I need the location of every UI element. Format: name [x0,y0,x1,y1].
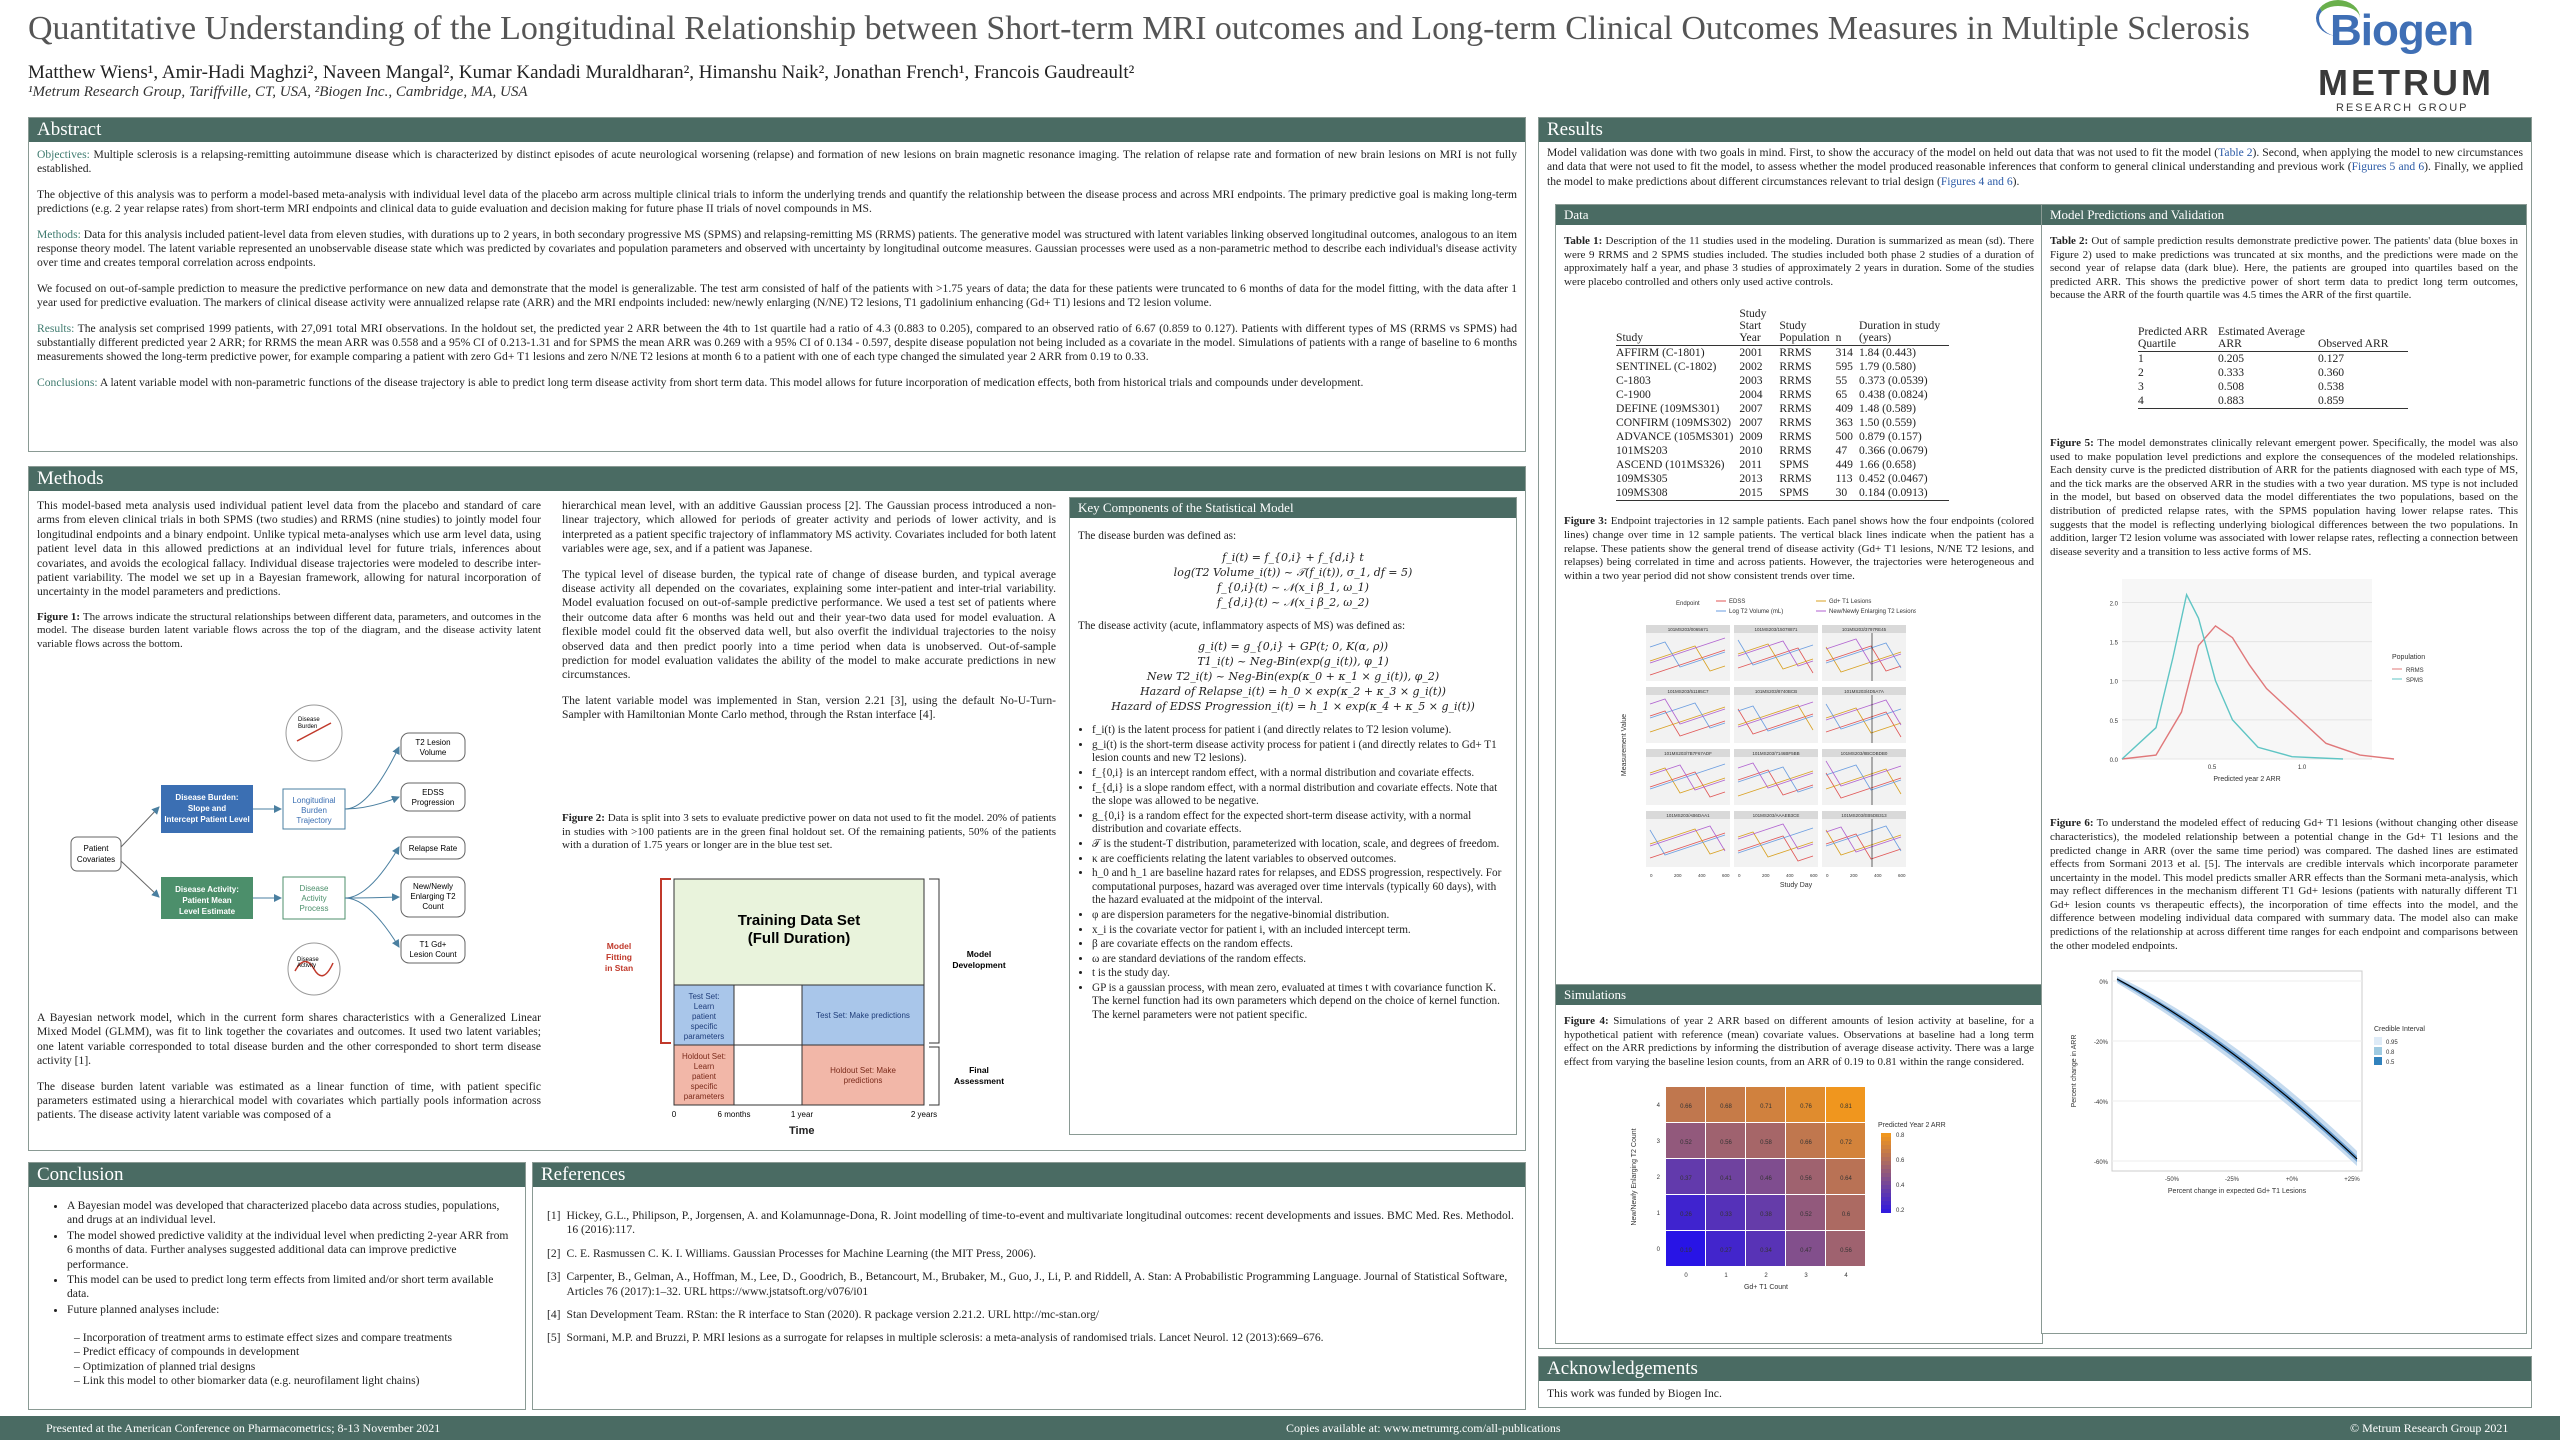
heatmap-cell-label: 0.76 [1800,1104,1812,1111]
heatmap-ytick: 1 [1656,1211,1660,1218]
heatmap-cell-label: 0.52 [1680,1140,1692,1147]
references-panel [532,1162,1526,1410]
fig3-panel [1646,757,1730,805]
heatmap-legend-step [1881,1181,1891,1185]
svg-text:Assessment: Assessment [953,1076,1005,1086]
fig3-caption: Endpoint trajectories in 12 sample patients. Each panel shows how the four endpoints (colored lines) change over time in 12 sample patients. The vertical black lines indicate when the patient has a relapse. These patients show the general trend of disease activity (Gd+ T1 lesions, N/NE T2 lesions, and relapses) being correlated in time and across patients. However, the trajectories were heterogeneous and within a two year period did not show consistent trends over time. [1564,515,2035,582]
reference-1: [1] Hickey, G.L., Philipson, P., Jorgensen, A. and Kolamunnage-Dona, R. Joint modelling of time-to-event and multivariate longitudinal outcomes: recent developments and issues. BMC Med. Res. Methodol. 16 (2016):117. [547,1209,1514,1237]
heatmap-cell-label: 0.64 [1840,1176,1852,1183]
heatmap-ytick: 4 [1656,1103,1660,1110]
heatmap-xlabel: Gd+ T1 Count [1743,1284,1789,1292]
abstract-oos-para: We focused on out-of-sample prediction to measure the predictive performance on new data and demonstrate that the model is generalizable. The test arm consisted of half of the patients with >1.75 years of data; the data for these patients were truncated to 6 months of data for the model fitting, with the data after 1 year used for predictive evaluation. The markers of clinical disease activity were annualized relapse rate (ARR) and the MRI endpoints included: new/newly enlarging (N/NE) T2 lesions, T1 gadolinium enhancing (Gd+ T1) lesions and T2 lesion volume. [37,281,1517,310]
heatmap-cell-label: 0.6 [1841,1212,1851,1219]
fig3-panel-title: 101MS203/3797RE45 [1841,627,1887,633]
fig5-plot-bg [2122,579,2372,759]
conclusions-label: Conclusions: [37,375,98,389]
table1-row: ADVANCE (105MS301) 2009 RRMS 500 0.879 (0.157) [1616,430,1922,444]
key-components-list: • f_i(t) is the latent process for patient i (and directly relates to T2 lesion volume). • g_i(t) is the short-term disease activity process for patient i (and directly relates to Gd+ T1 lesion counts and new T2 lesions). • f_{0,i} is an intercept random effect, with a normal distribution and covariate effects. • f_{d,i} is a slope random effect, with a normal distribution and covariate effects. Note that the slope was allowed to be negative. • g_{0,i} is a random effect for the expected short-term disease activity, with a normal distribution and covariate effects. • 𝒯 is the student-T distribution, parameterized with location, scale, and degrees of freedom. • κ are coefficients relating the latent variables to observed outcomes. • h_0 and h_1 are baseline hazard rates for relapses, and EDSS progression, respectively. For computational purposes, hazard was averaged over time intervals (typically 60 days), with the hazard evaluated at the midpoint of the interval. • φ are dispersion parameters for the negative-binomial distribution. • x_i is the covariate vector for patient i, with an included intercept term. • β are covariate effects on the random effects. • ω are standard deviations of the random effects. • t is the study day. • GP is a gaussian process, with mean zero, evaluated at times t with covariance function K. The kernel function had its own parameters which depend on the choice of kernel function. The kernel parameters were not patient specific. [1092,724,1508,1022]
heatmap-cell-label: 0.47 [1800,1248,1812,1255]
fig3-legend-item: New/Newly Enlarging T2 Lesions [1829,609,1916,616]
table1-row: 109MS305 2013 RRMS 113 0.452 (0.0467) [1616,472,1928,486]
table2: Predicted ARR Quartile Estimated Average ARR Observed ARR 1 0.205 0.127 2 0.333 0.360 3 0.508 0.538 4 0.883 0.859 [2138,325,2408,409]
svg-text:Covariates: Covariates [76,855,116,864]
heatmap-cell-label: 0.33 [1720,1212,1732,1219]
heatmap-cell-label: 0.81 [1840,1104,1852,1111]
fig1-label: Figure 1: [37,610,81,623]
activity-equations: g_i(t) = g_{0,i} + GP(t; 0, K(α, ρ)) T1_i(t) ~ Neg-Bin(exp(g_i(t)), φ_1) New T2_i(t) ~ Neg-Bin(exp(κ_0 + κ_1 × g_i(t)), φ_2) Hazard of Relapse_i(t) = h_0 × exp(κ_2 + κ_3 × g_i(t)) Hazard of EDSS Progression_i(t) = h_1 × exp(κ_4 + κ_5 × g_i(t)) [1111,640,1475,714]
methods-col1-p3: The disease burden latent variable was estimated as a linear function of time, with patient specific parameters estimated using a hierarchical model with covariates which partially pools information across patients. The disease activity latent variable was composed of a [37,1079,541,1122]
heatmap-xtick: 3 [1804,1273,1808,1280]
svg-text:Relapse Rate: Relapse Rate [408,844,458,853]
fig2-xlabel: Time [789,1125,815,1137]
svg-text:specific: specific [690,1082,718,1091]
svg-text:specific: specific [690,1022,718,1031]
biogen-logo: Biogen [2330,6,2474,55]
figure6-effect-chart [2062,961,2482,1211]
fig2-caption-block [562,812,1056,853]
fig3-ylabel: Measurement Value [1621,714,1628,777]
footer [0,1416,2560,1440]
fig3-panel-title: 101MS203/7B7F67ADF [1664,751,1712,757]
heatmap-legend-step [1881,1201,1891,1205]
fig3-xlabel: Study Day [1779,882,1813,890]
methods-col1 [29,495,549,667]
svg-text:Count: Count [422,902,444,911]
svg-text:Longitudinal: Longitudinal [292,796,336,805]
methods-col2-p2: The typical level of disease burden, the typical rate of change of disease burden, and typical average disease activity all depended on the covariates, explaining some inter-patient and inter-trial variability. Model evaluation focused on out-of-sample predictive performance. We used a test set of patients where their outcome data after 6 months was held out and their year-two data used for model evaluation. A flexible model could fit the observed data well, but also overfit the individual trajectories to the noisy observed data and then predict poorly into a time period when data is unobserved. Out-of-sample prediction for model evaluation validates the ability of the model to make accurate predictions in new circumstances. [562,567,1056,682]
heatmap-legend-tick: 0.6 [1896,1158,1905,1165]
fig3-xtick: 400 [1698,873,1706,879]
fig6-xtick: -50% [2164,1177,2180,1184]
fig6-ytick: 0% [2099,980,2108,987]
fig6-ytick: -40% [2093,1100,2108,1107]
conclusions-text: A latent variable model with non-parametric functions of the disease trajectory is able to predict long term disease activity from short term data. This model allows for future incorporation of medication effects, both from historical trials and compounds under development. [99,375,1364,389]
heatmap-legend-step [1881,1189,1891,1193]
heatmap-legend-step [1881,1205,1891,1209]
metrum-logo-subtitle: RESEARCH GROUP [2336,102,2469,114]
authors: Matthew Wiens¹, Amir-Hadi Maghzi², Naveen Mangal², Kumar Kandadi Muraldharan², Himanshu Naik², Jonathan French¹, Francois Gaudreault² [28,62,1135,83]
heatmap-cell-label: 0.56 [1800,1176,1812,1183]
fig3-label: Figure 3: [1564,515,1608,528]
svg-text:New/Newly: New/Newly [412,882,454,891]
fig5-xtick: 1.0 [2297,765,2307,772]
fig6-xtick: +0% [2285,1177,2299,1184]
predictions-heading: Model Predictions and Validation [2042,205,2526,225]
fig6-ylabel: Percent change in ARR [2071,1034,2078,1108]
fig3-panel-title: 101MS203/7146BF5BB [1752,751,1800,757]
heatmap-cell-label: 0.26 [1680,1212,1692,1219]
svg-text:6 months: 6 months [717,1110,751,1119]
heatmap-xtick: 1 [1724,1273,1728,1280]
svg-text:Disease: Disease [299,884,329,893]
heatmap-cell-label: 0.34 [1760,1248,1772,1255]
figure4-heatmap [1626,1077,1956,1297]
heatmap-legend-step [1881,1209,1891,1213]
heatmap-ytick: 0 [1656,1247,1660,1254]
methods-col2 [554,495,1064,738]
heatmap-xtick: 2 [1764,1273,1768,1280]
objectives-text: Multiple sclerosis is a relapsing-remitting autoimmune disease which is characterized by distinct episodes of acute neurological worsening (relapse) and formation of new lesions on brain magnetic resonance imaging. The relation of relapse rate and formation of new brain lesions on MRI is not fully established. [37,148,1517,176]
objectives-label: Objectives: [37,148,90,161]
reference-2: [2] C. E. Rasmussen C. K. I. Williams. Gaussian Processes for Machine Learning (the MIT Press, 2006). [547,1246,1037,1260]
svg-text:patient: patient [691,1072,717,1081]
fig3-panel [1822,633,1906,681]
table1-row: AFFIRM (C-1801) 2001 RRMS 314 1.84 (0.443) [1616,346,1916,360]
table1-row: C-1803 2003 RRMS 55 0.373 (0.0539) [1616,374,1928,388]
heatmap-legend-tick: 0.4 [1896,1183,1905,1190]
key-components-panel [1069,497,1517,1135]
heatmap-legend-step [1881,1193,1891,1197]
fig4-label: Figure 4: [1564,1015,1609,1027]
data-heading: Data [1556,205,2042,225]
patient-covariates-node [71,837,121,871]
heatmap-legend-step [1881,1137,1891,1141]
fig5-legend-item: RRMS [2406,668,2424,675]
references-heading: References [533,1163,1525,1187]
fig6-legend-swatch [2374,1057,2382,1065]
poster-title: Quantitative Understanding of the Longitudinal Relationship between Short-term MRI outcomes and Long-term Clinical Outcomes Measures in Multiple Sclerosis [28,10,2250,47]
table2-label: Table 2: [2050,235,2089,247]
svg-text:patient: patient [691,1012,717,1021]
fig4-caption: Simulations of year 2 ARR based on different amounts of lesion activity at baseline, for a hypothetical patient with reference (mean) covariate values. Observations at baseline had a long term effect on the ARR predictions by informing the distribution of average disease activity. There was a large effect from varying the baseline lesion counts, from an ARR of 0.19 to 0.81 within the range considered. [1564,1015,2034,1068]
fig3-xtick: 400 [1874,873,1882,879]
table1-caption: Description of the 11 studies used in the modeling. Duration is summarized as mean (sd). There were 9 RRMS and 2 SPMS studies included. The studies included both phase 2 studies of a duration of approximately half a year, and phase 3 studies of approximately 2 years in duration. Some of the studies were placebo controlled and others only used active controls. [1564,235,2035,288]
abstract-heading: Abstract [29,118,1525,142]
svg-text:Disease: Disease [297,957,319,963]
svg-text:1 year: 1 year [790,1110,814,1119]
svg-text:Model: Model [966,949,992,959]
fig3-legend-item: Log T2 Volume (mL) [1729,609,1784,616]
heatmap-cell-label: 0.41 [1720,1176,1732,1183]
footer-center[interactable]: Copies available at: www.metrumrg.com/all-publications [1286,1421,1561,1435]
fig5-ytick: 1.0 [2109,680,2118,687]
svg-text:(Full Duration): (Full Duration) [747,930,851,947]
methods-text: Data for this analysis included patient-level data from eleven studies, with durations up to 2 years, in both secondary progressive MS (SPMS) and relapsing-remitting MS (RRMS) patients. The generative model was structured with latent variables linking observed longitudinal outcomes, analogous to an item response theory model. The latent variable represented an unobservable disease state which was predicted by covariates and population parameters and observed with uncertainty by longitudinal outcome measures. Gaussian processes were used as a non-parametric method to describe each individual's disease activity over time and creates temporal correlation across endpoints. [37,227,1517,270]
training-set-label: Training Data Set [737,912,861,929]
heatmap-cell-label: 0.71 [1760,1104,1772,1111]
fig5-label: Figure 5: [2050,436,2094,449]
fig3-panel-title: 101MS203/EB5DB313 [1841,813,1887,819]
fig5-xlabel: Predicted year 2 ARR [2213,776,2281,784]
table1-row: CONFIRM (109MS302) 2007 RRMS 363 1.50 (0.559) [1616,416,1916,430]
svg-text:Volume: Volume [419,748,447,757]
fig3-panel [1734,695,1818,743]
heatmap-legend-step [1881,1133,1891,1137]
fig3-xtick: 600 [1722,873,1730,879]
table2-row: 2 0.333 0.360 [2138,365,2345,379]
fig3-legend-item: EDSS [1729,599,1746,606]
results-heading: Results [1539,118,2531,142]
fig3-xtick: 0 [1738,873,1741,879]
heatmap-legend-step [1881,1197,1891,1201]
heatmap-legend-tick: 0.2 [1896,1208,1905,1215]
svg-text:EDSS: EDSS [422,788,444,797]
svg-text:parameters: parameters [683,1092,725,1101]
heatmap-cell-label: 0.52 [1800,1212,1812,1219]
svg-text:Fitting: Fitting [606,952,632,962]
reference-5: [5] Sormani, M.P. and Bruzzi, P. MRI lesions as a surrogate for relapses in multiple sclerosis: a meta-analysis of randomised trials. Lancet Neurol. 12 (2013):669–676. [547,1331,1324,1345]
svg-text:T1 Gd+: T1 Gd+ [419,940,447,949]
svg-text:Progression: Progression [411,798,455,807]
reference-4: [4] Stan Development Team. RStan: the R interface to Stan (2020). R package version 2.21.2. URL http://mc-stan.org/ [547,1308,1100,1322]
fig6-legend-item: 0.95 [2386,1040,2398,1047]
fig3-legend-title: Endpoint [1676,601,1700,608]
fig3-panel-title: 101MS203/AAAEB3CE [1752,813,1800,819]
heatmap-cell-label: 0.68 [1720,1104,1732,1111]
svg-text:Activity: Activity [297,963,317,969]
table1-row: C-1900 2004 RRMS 65 0.438 (0.0824) [1616,388,1928,402]
table1-row: DEFINE (109MS301) 2007 RRMS 409 1.48 (0.589) [1616,402,1916,416]
svg-text:Development: Development [952,960,1006,970]
methods-col1-p1: This model-based meta analysis used individual patient level data from the placebo and standard of care arms from eleven clinical trials in both SPMS (two studies) and RRMS (nine studies) to jointly model four longitudinal endpoints and a binary endpoint. Unlike typical meta-analyses which use arm level data, using patient level data in this allowed predictions at an individual level for future trials, inferences about covariates, and avoids the ecological fallacy. Individual disease trajectories were modeled to describe inter-patient variability. The model we set up in a Bayesian framework, allowing for natural incorporation of uncertainty in the model parameters and predictions. [37,499,541,599]
fig3-panel-title: 101MS203/15078871 [1754,627,1798,633]
results-text: The analysis set comprised 1999 patients, with 27,091 total MRI observations. In the holdout set, the predicted year 2 ARR between the 4th to 1st quartile had a ratio of 4.3 (0.883 to 0.205), compared to an observed ratio of 6.67 (0.859 to 0.127). Patients with different types of MS (RRMS vs SPMS) had substantially different predicted year 2 ARR; for RRMS the mean ARR was 0.558 and a 95% CI of 0.213-1.31 and for SPMS the mean ARR was 0.269 with a 95% CI of 0.134 - 0.597, despite disease population not being included as a covariate in the model. Simulations of patients with a range of baseline to 6 months measurements showed the long-term predictive power, for example comparing a patient with zero Gd+ T1 lesions and zero N/NE T2 lesions at month 6 to a patient with one of each type changed the simulated year 2 ARR from 0.19 to 0.33. [37,321,1517,364]
fig3-panel-title: 101MS203/AB6DAA1 [1666,813,1710,819]
svg-text:Disease Activity:: Disease Activity: [175,885,239,894]
fig5-ytick: 0.0 [2109,758,2118,765]
fig2-caption: Data is split into 3 sets to evaluate predictive power on data not used to fit the model. 20% of patients in studies with >100 patients are in the green final holdout set. Of the remaining patients, 50% of the patients with a duration of 1.75 years or longer are in the blue test set. [562,812,1056,852]
table1-row: 109MS308 2015 SPMS 30 0.184 (0.0913) [1616,486,1949,501]
svg-text:0: 0 [671,1110,677,1119]
svg-text:Burden: Burden [301,806,327,815]
heatmap-legend-step [1881,1173,1891,1177]
table2-caption: Out of sample prediction results demonstrate predictive power. The patients' data (blue boxes in Figure 2) used to make predictions was truncated at six months, and the predictions were made on the second year of relapse data (dark blue). Here, the patients are grouped into quartiles based on the predicted ARR. This shows the predictive power of short term data to predict long term outcomes, because the ARR of the fourth quartile was 4.5 times the ARR of the first quartile. [2050,235,2519,302]
svg-text:parameters: parameters [683,1032,725,1041]
abstract-body [29,142,1525,407]
acknowledgements-heading: Acknowledgements [1539,1357,2531,1381]
heatmap-legend-step [1881,1165,1891,1169]
svg-text:Enlarging T2: Enlarging T2 [410,892,456,901]
fig2-label: Figure 2: [562,812,605,824]
heatmap-legend-step [1881,1169,1891,1173]
heatmap-legend-step [1881,1185,1891,1189]
fig3-xtick: 0 [1650,873,1653,879]
heatmap-xtick: 4 [1844,1273,1848,1280]
methods-col2-p3: The latent variable model was implemented in Stan, version 2.21 [3], using the default No-U-Turn-Sampler with Hamiltonian Monte Carlo method, through the Rstan interface [4]. [562,693,1056,722]
figure2-diagram [569,875,1059,1123]
fig5-ytick: 0.5 [2109,719,2118,726]
svg-text:Learn: Learn [693,1002,715,1011]
key-components-heading: Key Components of the Statistical Model [1070,498,1516,518]
svg-text:Level Estimate: Level Estimate [178,907,236,916]
svg-text:Learn: Learn [693,1062,715,1071]
acknowledgements-panel [1538,1356,2532,1408]
fig6-xtick: +25% [2344,1177,2360,1184]
future-analyses-sublist: – Incorporation of treatment arms to estimate effect sizes and compare treatments – Predict efficacy of compounds in development – Optimization of planned trial designs – Link this model to other biomarker data (e.g. neurofilament light chains) [66,1325,506,1395]
svg-text:predictions: predictions [843,1076,883,1085]
heatmap-ytick: 3 [1656,1139,1660,1146]
svg-text:Final: Final [969,1065,989,1075]
methods-heading: Methods [29,467,1525,491]
svg-text:T2 Lesion: T2 Lesion [415,738,451,747]
fig5-legend-item: SPMS [2406,678,2424,685]
svg-text:Disease Burden:: Disease Burden: [175,793,239,802]
burden-intro: The disease burden was defined as: [1078,530,1237,542]
svg-text:Activity: Activity [301,894,327,903]
fig6-label: Figure 6: [2050,817,2094,830]
fig3-panel [1734,757,1818,805]
conclusion-list: • A Bayesian model was developed that characterized placebo data across studies, populations, and drugs at an individual level. • The model showed predictive validity at the individual level when predicting 2-year ARR from 6 months of data. Further analyses suggested additional data can improve predictive performance. • This model can be used to predict long term effects from limited and/or short term available data. • Future planned analyses include: [67,1199,511,1317]
fig3-panel-title: 101MS203/8BCDBDB0 [1840,751,1888,757]
fig6-caption: To understand the modeled effect of reducing Gd+ T1 lesions (without changing other disease characteristics), the modeled relationship between a potential change in the Gd+ T1 lesions and the predicted change in ARR (over the same time period) was compared. The dashed lines are estimated effects from Sormani 2013 et al. [5]. The intervals are credible intervals which incorporate parameter uncertainty in the model. This model predicts smaller ARR effects than the Sormani meta-analysis, which may reflect differences in the mechanism different T1 Gd+ lesions (patients with naturally different T1 Gd+ lesion counts vs therapeutic effects), the incorporation of time effects into the model, and the difference between modeling individual data compared with summary data. The model also can make predictions of the relationship at across different time ranges for each endpoint and comparisons between the other modeled endpoints. [2050,817,2518,952]
fig6-legend-swatch [2374,1047,2382,1055]
heatmap-cell-label: 0.66 [1680,1104,1692,1111]
footer-right: © Metrum Research Group 2021 [2350,1421,2509,1435]
holdout-predict-box [802,1045,924,1105]
heatmap-cell-label: 0.58 [1760,1140,1772,1147]
heatmap-legend-step [1881,1149,1891,1153]
heatmap-legend-title: Predicted Year 2 ARR [1878,1122,1946,1130]
abstract-objective-para: The objective of this analysis was to perform a model-based meta-analysis with individual level data of the placebo arm across multiple clinical trials to inform the underlying trends and quantify the relationship between the disease process and across MRI endpoints. The primary predictive goal is making long-term predictions (e.g. 2 year relapse rates) from short-term MRI endpoints and clinical data to guide evaluation and decision making for future phase II trials of novel compounds in MS. [37,187,1517,216]
svg-text:Intercept Patient Level: Intercept Patient Level [164,815,250,824]
heatmap-legend-step [1881,1153,1891,1157]
heatmap-cell-label: 0.56 [1720,1140,1732,1147]
metrum-logo: METRUM [2318,62,2494,103]
fig1-caption: The arrows indicate the structural relationships between different data, parameters, and outcomes in the model. The disease burden latent variable flows across the top of the diagram, and the disease activity latent variable flows across the bottom. [37,610,541,651]
conclusion-heading: Conclusion [29,1163,525,1187]
svg-text:Patient Mean: Patient Mean [182,896,232,905]
svg-text:2 years: 2 years [910,1110,938,1119]
fig3-xtick: 600 [1898,873,1906,879]
test-predict-label: Test Set: Make predictions [816,1011,910,1020]
fig3-xtick: 200 [1762,873,1770,879]
heatmap-ytick: 2 [1656,1175,1660,1182]
results-intro: Model validation was done with two goals in mind. First, to show the accuracy of the model on held out data that was not used to fit the model (Table 2). Second, when applying the model to new circumstances and data that were not used to fit the model, to assess whether the model produced reasonable inferences that conform to general clinical understanding and previous work (Figures 5 and 6). Finally, we applied the model to make predictions about different circumstances relevant to trial design (Figures 4 and 6). [1547,146,2524,188]
methods-label: Methods: [37,227,81,241]
svg-text:Holdout Set: Make: Holdout Set: Make [830,1066,896,1075]
fig3-xtick: 0 [1826,873,1829,879]
svg-text:Process: Process [299,904,329,913]
patient-covariates-label: Patient [83,844,109,853]
svg-text:Test Set:: Test Set: [688,992,720,1001]
results-panel [1538,117,2532,1349]
heatmap-cell-label: 0.66 [1800,1140,1812,1147]
table1: Study Study Start Year Study Population n Duration in study (years) AFFIRM (C-1801) 2001 RRMS 314 1.84 (0.443) SENTINEL (C-1802) 2002 RRMS 595 1.79 (0.580) C-1803 2003 RRMS 55 0.373 (0.0539) C-1900 2004 RRMS 65 0.438 (0.0824) DEFINE (109MS301) 2007 RRMS 409 1.48 (0.589) CONFIRM (109MS302) 2007 RRMS 363 1.50 (0.559) ADVANCE (105MS301) 2009 RRMS 500 0.879 (0.157) 101MS203 2010 RRMS 47 0.366 (0.0679) ASCEND (101MS326) 2011 SPMS 449 1.66 (0.658) 109MS305 2013 RRMS 113 0.452 (0.0467) 109MS308 2015 SPMS 30 0.184 (0.0913) [1616,307,1949,501]
heatmap-cell-label: 0.72 [1840,1140,1852,1147]
heatmap-cell-label: 0.19 [1680,1248,1692,1255]
fig5-caption: The model demonstrates clinically relevant emergent power. Specifically, the model was also used to make population level predictions and explore the consequences of the modeled relationships. Each density curve is the predicted distribution of ARR for the patients diagnosed with each type of MS, and the tick marks are the observed ARR in the studies with a two year duration. MS type is not included in the model, but based on observed data the model differentiates the two populations, based on the distribution of predicted relapse rates, with the SPMS population having lower relapse rates. This suggests that the model is reflecting underlying biological differences between the two populations. In addition, larger T2 lesion volume was associated with lower relapse rates, reflecting a connection between disease severity and a transition to less active forms of MS. [2050,436,2519,558]
svg-text:Disease: Disease [298,717,320,723]
fig5-ytick: 1.5 [2109,640,2118,647]
heatmap-legend-tick: 0.8 [1896,1133,1905,1140]
fig3-panel-title: 101MS203/8740BCB [1754,689,1798,695]
figure3-chart [1616,595,1916,895]
svg-text:in Stan: in Stan [604,963,634,973]
figure1-diagram [69,697,529,997]
activity-intro: The disease activity (acute, inflammatory aspects of MS) was defined as: [1078,619,1406,632]
svg-text:Model: Model [606,941,632,951]
svg-text:Lesion Count: Lesion Count [409,950,457,959]
abstract-panel [28,117,1526,452]
predictions-panel [2041,204,2527,1334]
heatmap-legend-step [1881,1161,1891,1165]
svg-text:Holdout Set:: Holdout Set: [681,1052,727,1061]
fig3-xtick: 200 [1850,873,1858,879]
methods-col2-p1: hierarchical mean level, with an additive Gaussian process [2]. The Gaussian process introduced a non-linear trajectory, which allowed for periods of greater activity and periods of lower activity, and is interpreted as a patient specific trajectory of inflammatory MS activity. Covariates included for both latent variables were age, sex, and if a patient was Japanese. [562,499,1056,556]
heatmap-cell-label: 0.46 [1760,1176,1772,1183]
fig5-ytick: 2.0 [2109,601,2118,608]
fig3-xtick: 400 [1786,873,1794,879]
fig3-xtick: 200 [1674,873,1682,879]
table1-row: ASCEND (101MS326) 2011 SPMS 449 1.66 (0.658) [1616,458,1916,472]
heatmap-xtick: 0 [1684,1273,1688,1280]
simulations-heading: Simulations [1556,985,2042,1005]
heatmap-cell-label: 0.56 [1840,1248,1852,1255]
methods-panel [28,466,1526,1151]
heatmap-legend-step [1881,1141,1891,1145]
fig3-panel-title: 101MS203/4D5A7A [1844,689,1884,695]
affiliations: ¹Metrum Research Group, Tariffville, CT, USA, ²Biogen Inc., Cambridge, MA, USA [28,84,528,100]
methods-col1-lower [29,1007,549,1138]
fig6-legend-title: Credible Interval [2374,1026,2425,1034]
fig6-legend-item: 0.5 [2386,1060,2395,1067]
fig6-legend-item: 0.8 [2386,1050,2395,1057]
svg-text:Trajectory: Trajectory [296,816,332,825]
fig6-xlabel: Percent change in expected Gd+ T1 Lesions [2167,1188,2307,1196]
fig6-ytick: -60% [2093,1160,2108,1167]
heatmap-legend-step [1881,1177,1891,1181]
table2-row: 3 0.508 0.538 [2138,379,2345,393]
fig6-ytick: -20% [2093,1040,2108,1047]
heatmap-legend-step [1881,1145,1891,1149]
heatmap-cell-label: 0.37 [1680,1176,1692,1183]
fig3-legend-item: Gd+ T1 Lesions [1829,599,1872,606]
table2-row: 4 0.883 0.859 [2138,394,2408,409]
footer-left: Presented at the American Conference on Pharmacometrics; 8-13 November 2021 [46,1421,441,1435]
fig5-legend-title: Population [2392,654,2426,662]
fig6-legend-swatch [2374,1037,2382,1045]
svg-text:Burden: Burden [298,724,318,730]
fig5-xtick: 0.5 [2207,765,2217,772]
methods-col1-p2: A Bayesian network model, which in the current form shares characteristics with a Generalized Linear Mixed Model (GLMM), was fit to link together the covariates and outcomes. It used two latent variables; one latent variable corresponded to total disease burden and the other corresponded to short term disease activity [1]. [37,1011,541,1068]
heatmap-cell-label: 0.27 [1720,1248,1732,1255]
burden-mini-plot [286,705,342,761]
svg-text:Slope and: Slope and [187,804,227,813]
fig3-panel-title: 101MS203/0065671 [1667,627,1709,633]
table1-row: SENTINEL (C-1802) 2002 RRMS 595 1.79 (0.580) [1616,360,1916,374]
heatmap-legend-step [1881,1157,1891,1161]
table1-row: 101MS203 2010 RRMS 47 0.366 (0.0679) [1616,444,1928,458]
heatmap-cell-label: 0.38 [1760,1212,1772,1219]
figure5-density-chart [2082,569,2482,799]
heatmap-ylabel: New/Newly Enlarging T2 Count [1631,1128,1638,1226]
table1-label: Table 1: [1564,235,1603,247]
results-label: Results: [37,321,75,335]
reference-3: [3] Carpenter, B., Gelman, A., Hoffman, M., Lee, D., Goodrich, B., Betancourt, M., Brubaker, M., Guo, J., Li, P. and Riddell, A. Stan: A Probabilistic Programming Language. Journal of Statistical Software, Articles 76 (2017):1–32. URL https://www.jstatsoft.org/v076/i01 [547,1270,1508,1298]
acknowledgements-text: This work was funded by Biogen Inc. [1547,1387,1722,1400]
burden-equations: f_i(t) = f_{0,i} + f_{d,i} t log(T2 Volume_i(t)) ~ 𝒯(f_i(t)), σ_1, df = 5) f_{0,i}(t) ~ 𝒩(x_i β_1, ω_1) f_{d,i}(t) ~ 𝒩(x_i β_2, ω_2) [1173,550,1413,609]
fig3-xtick: 600 [1810,873,1818,879]
table2-row: 1 0.205 0.127 [2138,351,2345,365]
simulations-panel [1555,984,2043,1344]
data-panel [1555,204,2043,1084]
fig6-xtick: -25% [2224,1177,2240,1184]
fig3-panel-title: 101MS203/51185C7 [1667,689,1709,695]
